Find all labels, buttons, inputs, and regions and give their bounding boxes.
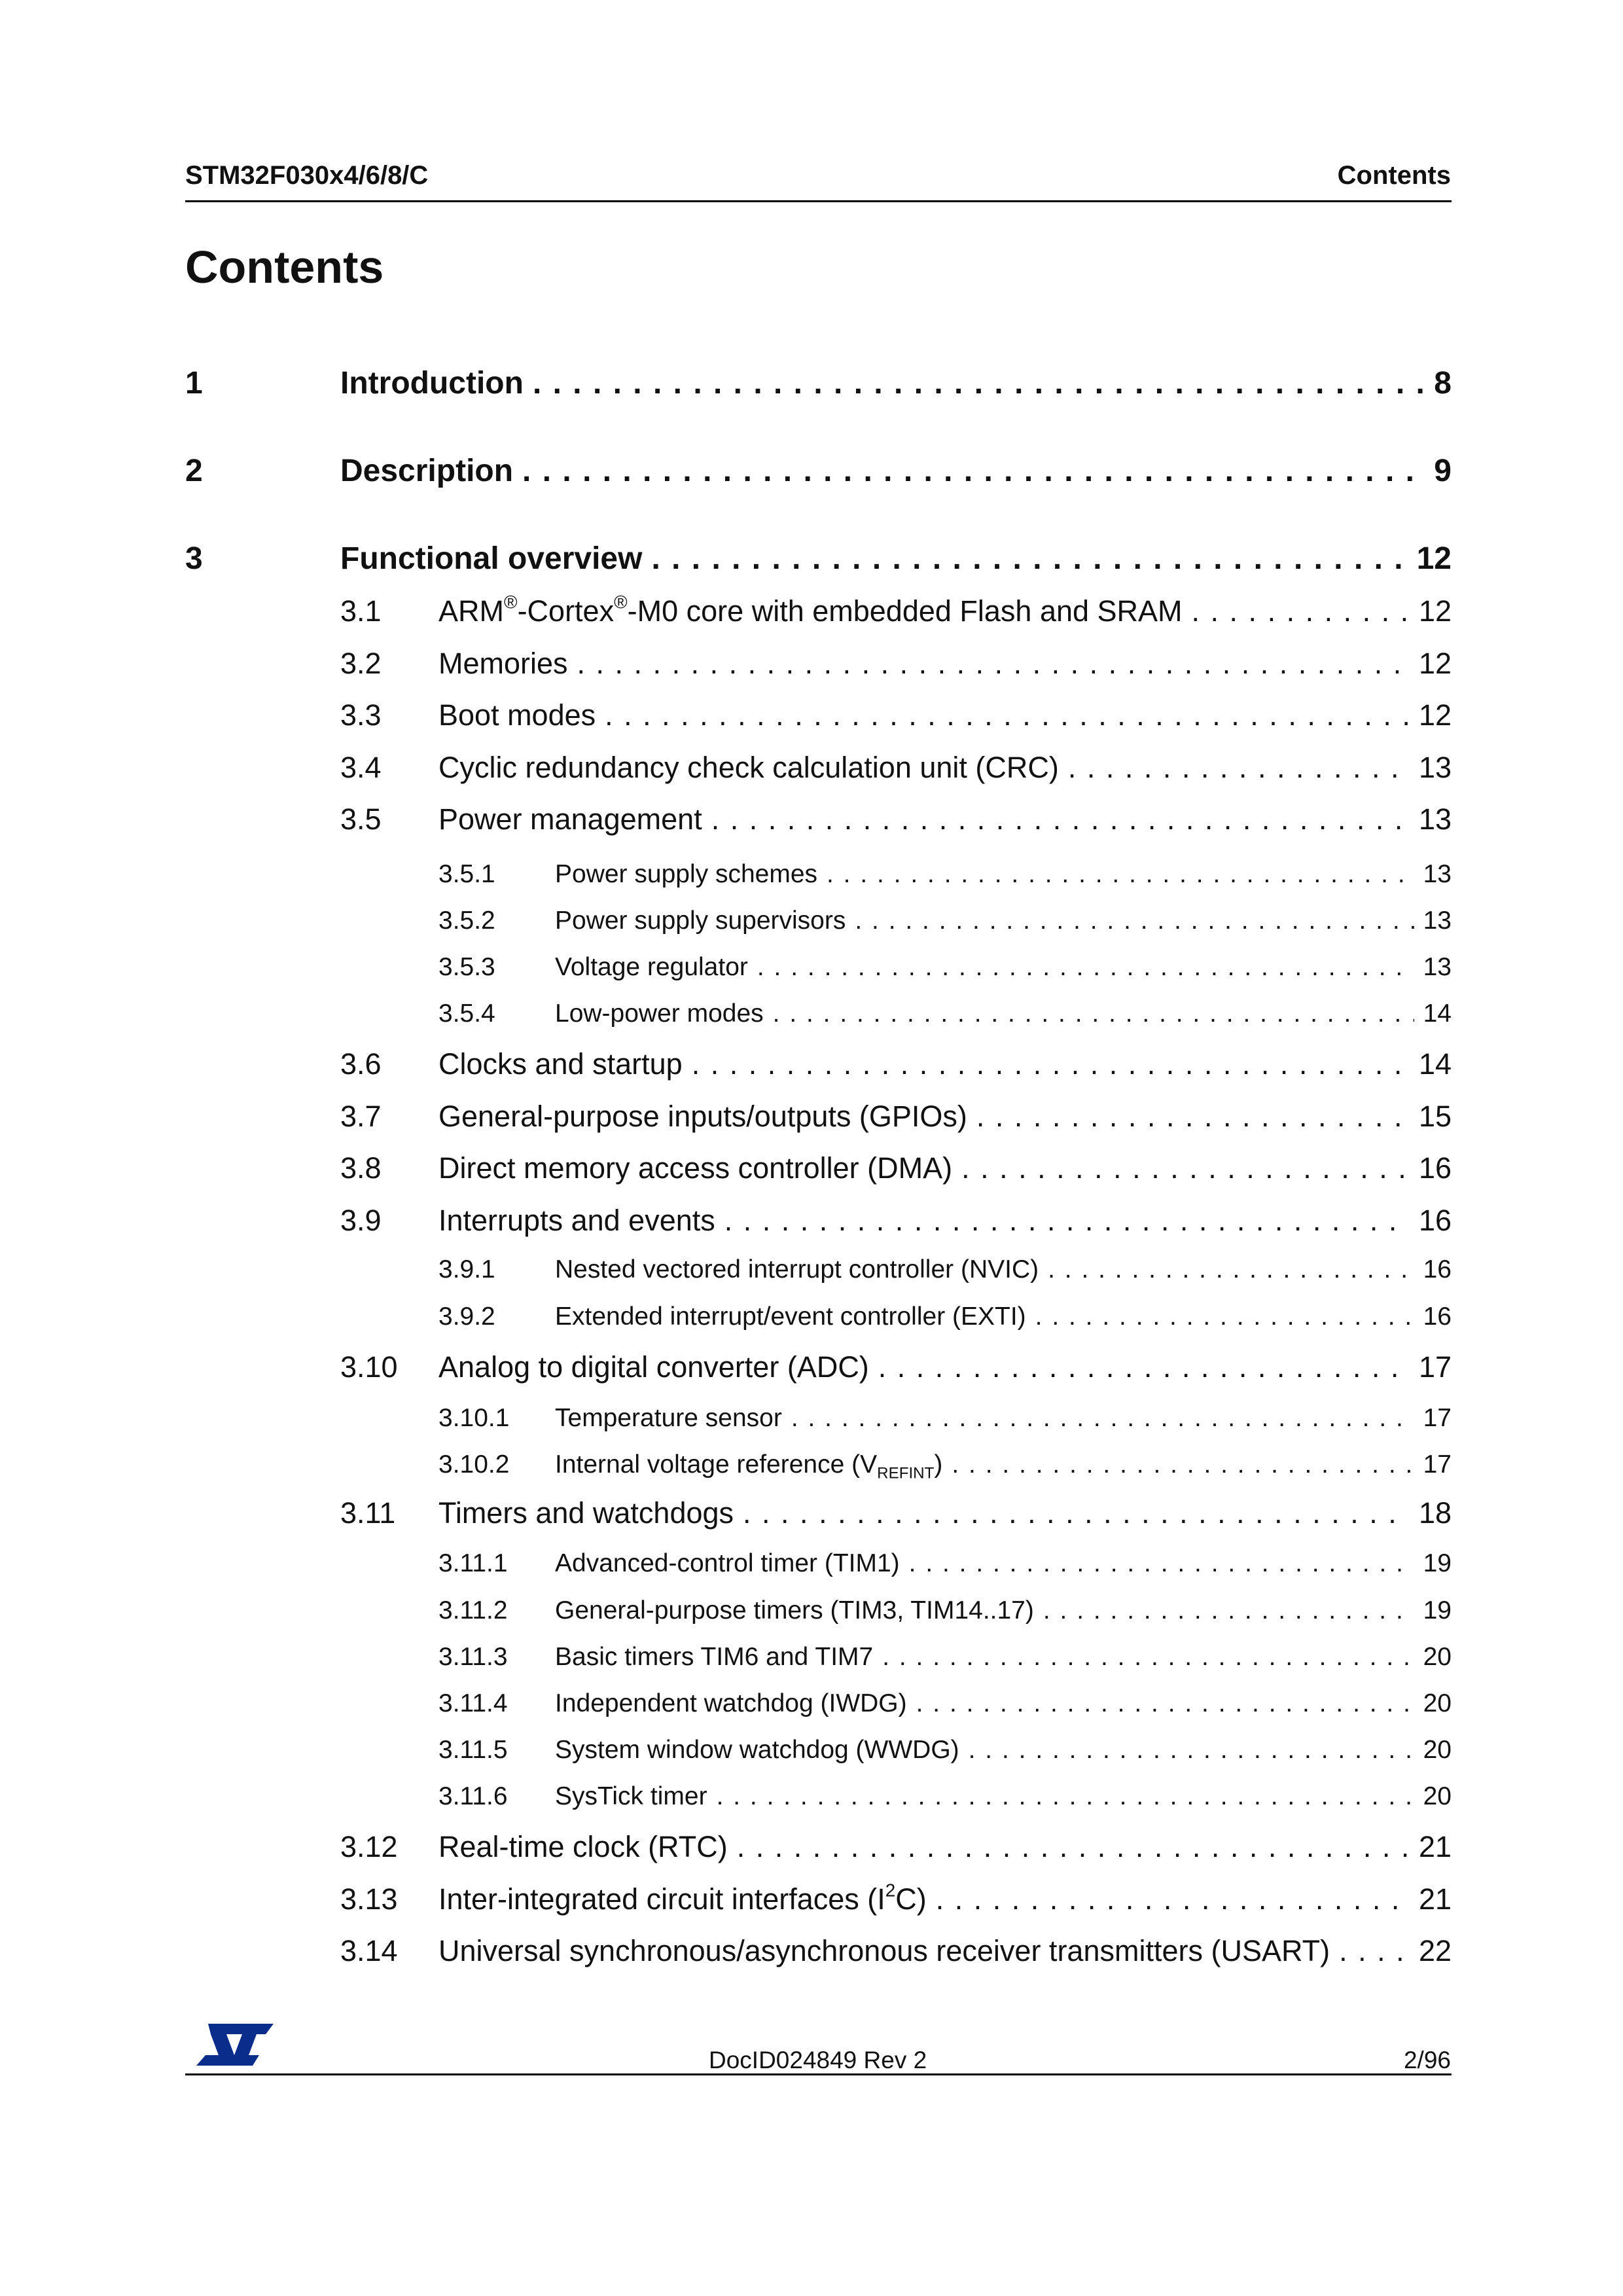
toc-label: ARM®-Cortex®-M0 core with embedded Flash and SRAM bbox=[438, 592, 1183, 628]
toc-entry-3-11-2[interactable] bbox=[438, 1596, 1452, 1625]
toc-label: General-purpose inputs/outputs (GPIOs) bbox=[438, 1100, 967, 1133]
toc-number: 3.11.2 bbox=[438, 1596, 508, 1624]
toc-label: Low-power modes bbox=[555, 999, 764, 1028]
toc-page: 12 bbox=[1418, 698, 1452, 732]
toc-page: 20 bbox=[1423, 1643, 1452, 1671]
toc-page: 20 bbox=[1423, 1736, 1452, 1764]
toc-entry-3-9-2[interactable] bbox=[438, 1302, 1452, 1331]
st-logo-icon bbox=[196, 2022, 275, 2067]
toc-label: Description bbox=[340, 454, 514, 488]
toc-number: 3.9 bbox=[340, 1204, 382, 1237]
toc-label: Temperature sensor bbox=[555, 1404, 782, 1432]
leader-dots bbox=[522, 453, 1425, 489]
toc-page: 12 bbox=[1418, 647, 1452, 680]
toc-page: 20 bbox=[1423, 1689, 1452, 1717]
toc-page: 22 bbox=[1418, 1934, 1452, 1967]
toc-page: 17 bbox=[1423, 1450, 1452, 1479]
toc-number: 3.4 bbox=[340, 751, 382, 784]
toc-label: Power supply schemes bbox=[555, 860, 818, 888]
subscript-refint: REFINT bbox=[877, 1464, 935, 1482]
toc-label: Inter-integrated circuit interfaces $(I^2C)$ bbox=[438, 1880, 927, 1916]
leader-dots bbox=[743, 1496, 1410, 1530]
footer-page-number: 2/96 bbox=[1403, 2047, 1451, 2073]
leader-dots bbox=[1068, 751, 1410, 785]
superscript-2: 2 bbox=[885, 1880, 896, 1901]
toc-entry-3-11-4[interactable] bbox=[438, 1689, 1452, 1718]
toc-page: 12 bbox=[1418, 594, 1452, 628]
leader-dots bbox=[855, 906, 1414, 935]
header-rule bbox=[185, 200, 1452, 202]
toc-page: 14 bbox=[1418, 1047, 1452, 1081]
toc-number: 3.11.4 bbox=[438, 1689, 508, 1717]
footer-doc-id: DocID024849 Rev 2 bbox=[709, 2047, 927, 2073]
toc-label: Extended interrupt/event controller (EXTI) bbox=[555, 1302, 1026, 1331]
toc-label: Interrupts and events bbox=[438, 1204, 715, 1237]
toc-page: 15 bbox=[1418, 1100, 1452, 1133]
toc-entry-3-5-2[interactable] bbox=[438, 906, 1452, 935]
toc-entry-3-10-1[interactable] bbox=[438, 1404, 1452, 1433]
toc-label: General-purpose timers (TIM3, TIM14..17) bbox=[555, 1596, 1034, 1624]
leader-dots bbox=[882, 1643, 1414, 1672]
toc-number: 3.10.1 bbox=[438, 1404, 510, 1432]
toc-entry-3-14[interactable] bbox=[340, 1934, 1452, 1968]
toc-label: Introduction bbox=[340, 366, 524, 401]
toc-label: Boot modes bbox=[438, 698, 596, 732]
leader-dots bbox=[724, 1204, 1410, 1238]
toc-label: Real-time clock (RTC) bbox=[438, 1830, 728, 1863]
toc-entry-3-5-3[interactable] bbox=[438, 953, 1452, 982]
toc-page: 12 bbox=[1416, 541, 1452, 576]
leader-dots bbox=[952, 1450, 1414, 1479]
toc-number: 3.11.1 bbox=[438, 1549, 508, 1577]
leader-dots bbox=[577, 647, 1410, 681]
leader-dots bbox=[961, 1151, 1410, 1185]
header-section: Contents bbox=[1337, 161, 1451, 190]
toc-label: Power management bbox=[438, 802, 702, 836]
footer-rule bbox=[185, 2073, 1452, 2075]
leader-dots bbox=[1043, 1596, 1414, 1625]
toc-label: Analog to digital converter (ADC) bbox=[438, 1350, 869, 1384]
toc-entry-3-2[interactable] bbox=[340, 647, 1452, 681]
toc-number: 2 bbox=[185, 454, 203, 488]
toc-label: System window watchdog (WWDG) bbox=[555, 1736, 959, 1764]
toc-number: 3.2 bbox=[340, 647, 382, 680]
toc-label: Independent watchdog (IWDG) bbox=[555, 1689, 907, 1717]
toc-number: 1 bbox=[185, 366, 203, 401]
leader-dots bbox=[757, 953, 1414, 982]
toc-label: SysTick timer bbox=[555, 1782, 707, 1810]
leader-dots bbox=[773, 999, 1414, 1028]
toc-entry-3-9[interactable] bbox=[340, 1204, 1452, 1238]
leader-dots bbox=[969, 1736, 1414, 1765]
leader-dots bbox=[791, 1404, 1414, 1433]
leader-dots bbox=[827, 860, 1414, 889]
leader-dots bbox=[737, 1830, 1410, 1864]
toc-entry-3-4[interactable] bbox=[340, 751, 1452, 785]
toc-page: 16 bbox=[1418, 1151, 1452, 1185]
toc-entry-3-10[interactable] bbox=[340, 1350, 1452, 1384]
toc-number: 3.11.6 bbox=[438, 1782, 508, 1810]
toc-page: 13 bbox=[1423, 906, 1452, 935]
leader-dots bbox=[533, 365, 1425, 401]
registered-mark: ® bbox=[504, 592, 518, 613]
toc-number: 3.14 bbox=[340, 1934, 398, 1967]
toc-number: 3.10 bbox=[340, 1350, 398, 1384]
leader-dots bbox=[936, 1882, 1410, 1916]
toc-page: 8 bbox=[1434, 366, 1452, 401]
toc-label: Power supply supervisors bbox=[555, 906, 846, 935]
toc-entry-3[interactable] bbox=[185, 541, 1452, 577]
toc-entry-3-3[interactable] bbox=[340, 698, 1452, 732]
toc-number: 3.5 bbox=[340, 802, 382, 836]
leader-dots bbox=[717, 1782, 1414, 1811]
leader-dots bbox=[692, 1047, 1410, 1081]
toc-number: 3.9.2 bbox=[438, 1302, 495, 1331]
toc-label: Functional overview bbox=[340, 541, 643, 576]
leader-dots bbox=[1035, 1302, 1414, 1331]
toc-entry-3-11-6[interactable] bbox=[438, 1782, 1452, 1811]
toc-page: 21 bbox=[1418, 1882, 1452, 1916]
toc-page: 13 bbox=[1423, 860, 1452, 888]
toc-entry-3-12[interactable] bbox=[340, 1830, 1452, 1864]
toc-number: 3.5.4 bbox=[438, 999, 495, 1028]
toc-page: 13 bbox=[1418, 802, 1452, 836]
leader-dots bbox=[1339, 1934, 1410, 1968]
toc-number: 3.5.1 bbox=[438, 860, 495, 888]
toc-page: 16 bbox=[1418, 1204, 1452, 1237]
toc-page: 13 bbox=[1423, 953, 1452, 981]
toc-label: Cyclic redundancy check calculation unit (CRC) bbox=[438, 751, 1059, 784]
leader-dots bbox=[909, 1549, 1414, 1578]
leader-dots bbox=[605, 698, 1410, 732]
toc-page: 17 bbox=[1423, 1404, 1452, 1432]
toc-entry-3-5-4[interactable] bbox=[438, 999, 1452, 1028]
toc-number: 3.8 bbox=[340, 1151, 382, 1185]
toc-number: 3.5.2 bbox=[438, 906, 495, 935]
toc-entry-3-1[interactable] bbox=[340, 594, 1452, 628]
toc-number: 3.11 bbox=[340, 1496, 396, 1530]
toc-page: 20 bbox=[1423, 1782, 1452, 1810]
toc-entry-3-13[interactable] bbox=[340, 1882, 1452, 1916]
toc-number: 3 bbox=[185, 541, 203, 576]
toc-number: 3.11.5 bbox=[438, 1736, 508, 1764]
toc-label: Timers and watchdogs bbox=[438, 1496, 734, 1530]
toc-entry-1[interactable] bbox=[185, 365, 1452, 401]
header-doc-name: STM32F030x4/6/8/C bbox=[185, 161, 429, 190]
toc-entry-3-11-5[interactable] bbox=[438, 1736, 1452, 1765]
toc-page: 17 bbox=[1418, 1350, 1452, 1384]
toc-number: 3.13 bbox=[340, 1882, 398, 1916]
toc-number: 3.1 bbox=[340, 594, 382, 628]
toc-label: Advanced-control timer (TIM1) bbox=[555, 1549, 900, 1577]
toc-page: 14 bbox=[1423, 999, 1452, 1028]
toc-entry-3-11-1[interactable] bbox=[438, 1549, 1452, 1578]
toc-entry-3-5-1[interactable] bbox=[438, 860, 1452, 889]
toc-entry-3-10-2[interactable] bbox=[438, 1450, 1452, 1482]
toc-page: 16 bbox=[1423, 1302, 1452, 1331]
toc-entry-3-6[interactable] bbox=[340, 1047, 1452, 1081]
leader-dots bbox=[1048, 1255, 1414, 1284]
toc-label: Nested vectored interrupt controller (NVIC) bbox=[555, 1255, 1039, 1283]
leader-dots bbox=[916, 1689, 1414, 1718]
page-title: Contents bbox=[185, 242, 384, 293]
toc-label: Memories bbox=[438, 647, 568, 680]
leader-dots bbox=[711, 802, 1410, 836]
toc-entry-3-7[interactable] bbox=[340, 1100, 1452, 1134]
toc-page: 13 bbox=[1418, 751, 1452, 784]
toc-entry-3-11[interactable] bbox=[340, 1496, 1452, 1530]
toc-page: 18 bbox=[1418, 1496, 1452, 1530]
toc-number: 3.12 bbox=[340, 1830, 398, 1863]
toc-entry-2[interactable] bbox=[185, 453, 1452, 489]
toc-label: Basic timers TIM6 and TIM7 bbox=[555, 1643, 874, 1671]
toc-number: 3.6 bbox=[340, 1047, 382, 1081]
toc-page: 16 bbox=[1423, 1255, 1452, 1283]
leader-dots bbox=[651, 541, 1407, 577]
toc-number: 3.9.1 bbox=[438, 1255, 495, 1283]
toc-page: 21 bbox=[1418, 1830, 1452, 1863]
toc-page: 9 bbox=[1434, 454, 1452, 488]
leader-dots bbox=[878, 1350, 1410, 1384]
toc-label: Internal voltage reference $(V_{REFINT})$ bbox=[555, 1450, 943, 1482]
toc-entry-3-11-3[interactable] bbox=[438, 1643, 1452, 1672]
toc-label: Clocks and startup bbox=[438, 1047, 683, 1081]
toc-number: 3.5.3 bbox=[438, 953, 495, 981]
toc-page: 19 bbox=[1423, 1549, 1452, 1577]
toc-number: 3.10.2 bbox=[438, 1450, 510, 1479]
toc-number: 3.3 bbox=[340, 698, 382, 732]
toc-number: 3.7 bbox=[340, 1100, 382, 1133]
leader-dots bbox=[976, 1100, 1410, 1134]
toc-label: Voltage regulator bbox=[555, 953, 748, 981]
toc-page: 19 bbox=[1423, 1596, 1452, 1624]
toc-label: Universal synchronous/asynchronous receiver transmitters (USART) bbox=[438, 1934, 1330, 1967]
toc-label: Direct memory access controller (DMA) bbox=[438, 1151, 953, 1185]
registered-mark: ® bbox=[614, 592, 628, 613]
toc-entry-3-9-1[interactable] bbox=[438, 1255, 1452, 1284]
toc-number: 3.11.3 bbox=[438, 1643, 508, 1671]
toc-entry-3-8[interactable] bbox=[340, 1151, 1452, 1185]
toc-entry-3-5[interactable] bbox=[340, 802, 1452, 836]
leader-dots bbox=[1192, 594, 1410, 628]
